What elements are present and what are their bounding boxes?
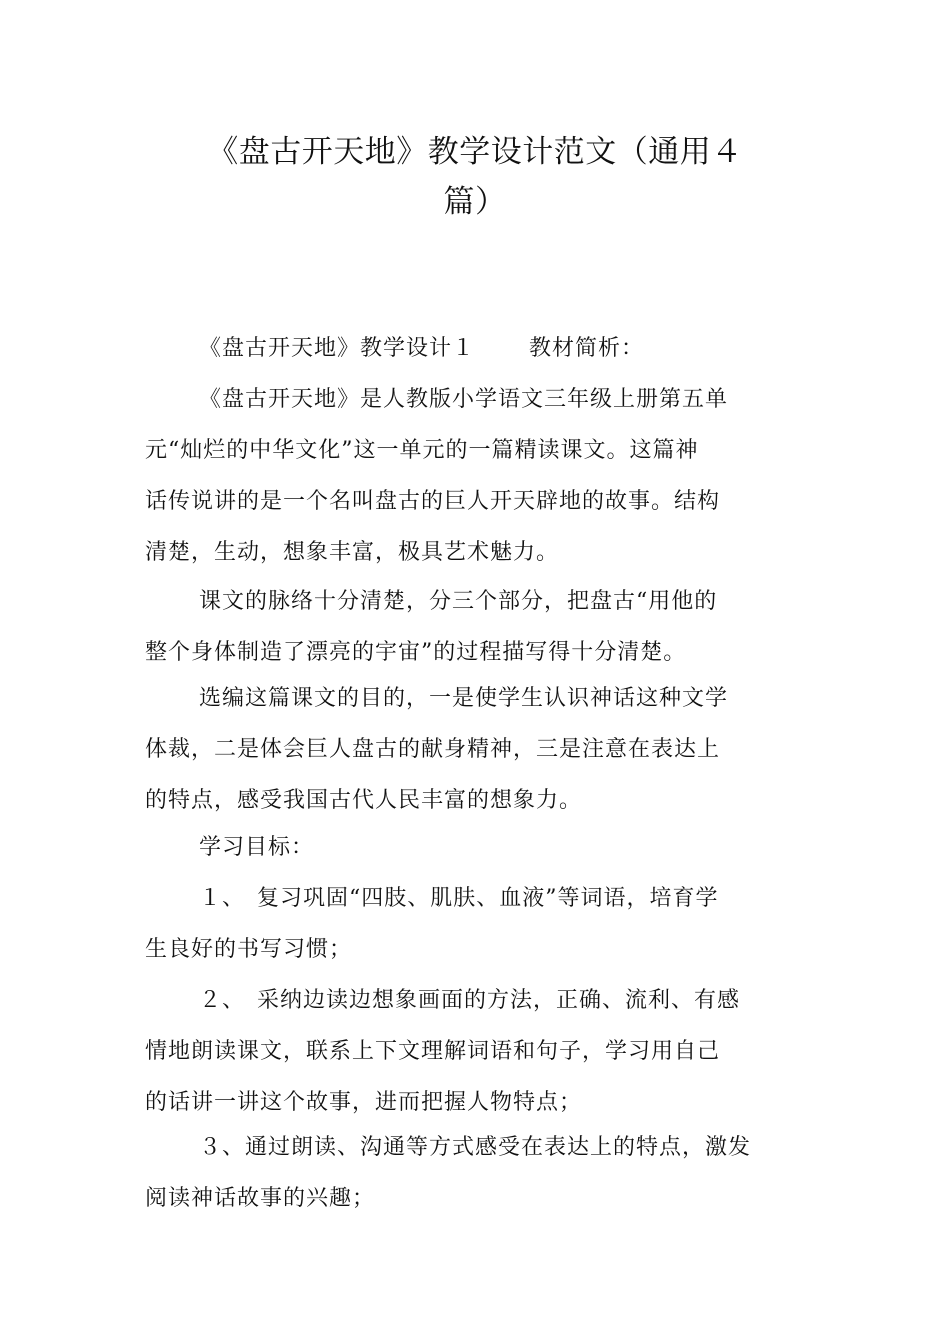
paragraph-goal-3: [145, 1122, 810, 1224]
paragraph-line: 生良好的书写习惯；: [145, 937, 353, 962]
paragraph-line: 学习目标：: [199, 835, 315, 860]
paragraph-line: 的话讲一讲这个故事，进而把握人物特点；: [145, 1090, 583, 1115]
paragraph-purpose: [145, 673, 810, 826]
paragraph-line: ３、通过朗读、沟通等方式感受在表达上的特点，激发: [199, 1135, 752, 1160]
paragraph-line: 体裁，二是体会巨人盘古的献身精神，三是注意在表达上: [145, 737, 721, 762]
paragraph-line: 选编这篇课文的目的，一是使学生认识神话这种文学: [199, 686, 729, 711]
paragraph-line: 课文的脉络十分清楚，分三个部分，把盘古“用他的: [199, 589, 718, 614]
section-heading: 《盘古开天地》教学设计１: [199, 336, 476, 361]
paragraph-line: ２、 采纳边读边想象画面的方法，正确、流利、有感: [199, 988, 741, 1013]
title-line-1: 《盘古开天地》教学设计范文（通用４: [207, 134, 743, 170]
paragraph-line: 的特点，感受我国古代人民丰富的想象力。: [145, 788, 583, 813]
paragraph-line: 阅读神话故事的兴趣；: [145, 1186, 376, 1211]
paragraph-line: 元“灿烂的中华文化”这一单元的一篇精读课文。这篇神: [145, 438, 699, 463]
paragraph-learning-goals-heading: [145, 822, 810, 873]
section-subheading: 教材简析：: [529, 336, 645, 361]
paragraph-line: 整个身体制造了漂亮的宇宙”的过程描写得十分清楚。: [145, 640, 687, 665]
paragraph-line: 《盘古开天地》是人教版小学语文三年级上册第五单: [199, 387, 729, 412]
paragraph-line: 清楚，生动，想象丰富，极具艺术魅力。: [145, 540, 560, 565]
paragraph-textbook-overview: [145, 374, 810, 578]
title-line-2: 篇）: [443, 184, 507, 220]
paragraph-goal-1: [145, 873, 810, 975]
document-title: [145, 127, 805, 227]
paragraph-line: １、 复习巩固“四肢、肌肤、血液”等词语，培育学: [199, 886, 719, 911]
section-heading-row: [145, 323, 810, 374]
paragraph-line: 情地朗读课文，联系上下文理解词语和句子，学习用自己: [145, 1039, 721, 1064]
paragraph-line: 话传说讲的是一个名叫盘古的巨人开天辟地的故事。结构: [145, 489, 721, 514]
paragraph-structure: [145, 576, 810, 678]
paragraph-goal-2: [145, 975, 810, 1128]
